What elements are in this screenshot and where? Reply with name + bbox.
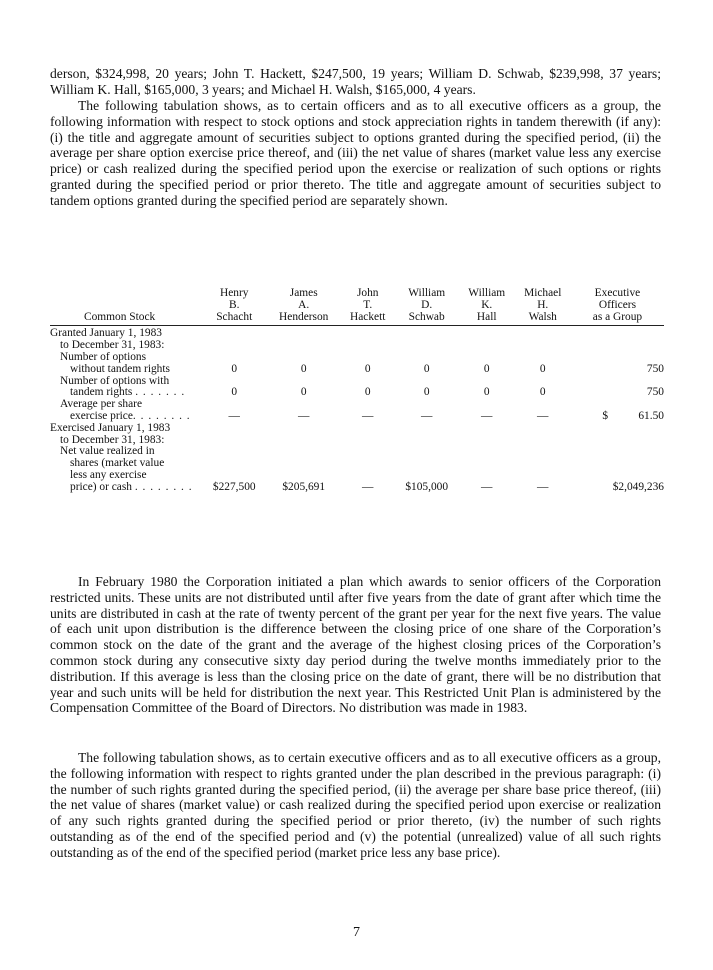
column-header-henry-schacht: Henry B. Schacht bbox=[202, 288, 266, 326]
table-cell: 0 bbox=[539, 386, 546, 399]
paragraph-officer-compensation-continued: derson, $324,998, 20 years; John T. Hackett, $247,500, 19 years; William D. Schwab, $239,998, 37 years; William K. Hall, $165,000, 3 years; and Michael H. Walsh, $165,000, 4 years. bbox=[50, 66, 661, 97]
column-header-executive-officers: Executive Officers as a Group bbox=[571, 288, 664, 326]
table-cell: 750 bbox=[646, 386, 664, 399]
column-header-james-henderson: James A. Henderson bbox=[266, 288, 341, 326]
table-cell: — bbox=[228, 409, 240, 422]
table-cell: 0 bbox=[300, 362, 307, 375]
table-cell: 0 bbox=[483, 362, 490, 375]
page-number: 7 bbox=[353, 925, 360, 940]
table-section-granted bbox=[50, 326, 664, 352]
table-cell: $ 61.50 bbox=[602, 409, 664, 422]
paragraph-stock-options-intro: The following tabulation shows, as to certain officers and as to all executive officers as a group, the following information with respect to stock options and stock appreciation rights in tandem therewith (if any): (i) the title and aggregate amount of securities subject to options granted during the specified period, (ii) the average per share option exercise price thereof, and (iii) the net value of shares (market value less any exercise price) or cash realized during the specified period upon the exercise or realization of such options or rights granted during the specified period or prior thereto. The title and aggregate amount of securities subject to tandem options granted during the specified period are separately shown. bbox=[50, 98, 661, 208]
table-cell: 0 bbox=[423, 386, 430, 399]
table-cell: $2,049,236 bbox=[612, 480, 664, 493]
table-cell: 0 bbox=[364, 362, 371, 375]
table-cell: 0 bbox=[539, 362, 546, 375]
granted-period-label-1: Granted January 1, 1983 bbox=[50, 327, 162, 340]
table-cell: 0 bbox=[423, 362, 430, 375]
table-row-average-exercise-price: Average per share exercise price. . . . . . . . — — — — — — $ 61.50 bbox=[60, 398, 664, 422]
column-header-common-stock: Common Stock bbox=[50, 288, 202, 326]
column-header-john-hackett: John T. Hackett bbox=[341, 288, 394, 326]
table-cell: — bbox=[362, 480, 374, 493]
stock-options-table bbox=[50, 288, 664, 494]
table-cell: — bbox=[481, 480, 493, 493]
table-cell: — bbox=[362, 409, 374, 422]
table-cell: 0 bbox=[483, 386, 490, 399]
exercised-period-label-2: to December 31, 1983: bbox=[60, 433, 165, 446]
granted-period-label-2: to December 31, 1983: bbox=[60, 339, 165, 352]
table-cell: 0 bbox=[364, 386, 371, 399]
table-header-row bbox=[50, 288, 664, 326]
table-section-exercised bbox=[50, 423, 664, 447]
paragraph-rights-tabulation-intro: The following tabulation shows, as to certain executive officers and as to all executive officers as a group, the following information with respect to rights granted under the plan described in the previous paragraph: (i) the number of such rights granted during the specified period, (ii) the average per share base price thereof, (iii) the net value of shares (market value) or cash realized during the specified period upon exercise or realization of any such rights granted during the specified period or prior thereto, (iv) the number of such rights outstanding as of the end of the specified period and (v) the potential (unrealized) value of all such rights outstanding as of the end of the specified period (market price less any base price). bbox=[50, 750, 661, 860]
table-cell: — bbox=[420, 409, 433, 422]
column-header-william-hall: William K. Hall bbox=[459, 288, 515, 326]
table-cell: — bbox=[537, 409, 549, 422]
table-row-options-without-tandem: Number of options without tandem rights 0 0 0 0 0 0 750 bbox=[60, 350, 664, 375]
column-header-michael-walsh: Michael H. Walsh bbox=[515, 288, 571, 326]
table-row-net-value-realized: Net value realized in shares (market value less any exercise price) or cash . . . . . . . . $227,500 $205,691 — $105,000 — — $2,049,236 bbox=[60, 445, 664, 493]
exercised-period-label-1: Exercised January 1, 1983 bbox=[50, 421, 171, 434]
table-row-options-with-tandem: Number of options with tandem rights . . . . . . . 0 0 0 0 0 0 750 bbox=[60, 374, 664, 399]
table-cell: $205,691 bbox=[282, 480, 326, 493]
paragraph-restricted-unit-plan: In February 1980 the Corporation initiated a plan which awards to senior officers of the Corporation restricted units. These units are not distributed until after five years from the date of grant after which time the units are distributed in cash at the rate of twenty percent of the grant per year for the next five years. The value of each unit upon distribution is the difference between the closing price of one share of the Corporation’s common stock on the date of the grant and the average of the highest closing prices of the Corporation’s common stock during any consecutive sixty day period during the twelve months immediately prior to the distribution. If this average is less than the closing price on the date of grant, there will be no distribution that year and such units will be held for distribution the next year. This Restricted Unit Plan is administered by the Compensation Committee of the Board of Directors. No distribution was made in 1983. bbox=[50, 574, 661, 716]
column-header-william-schwab: William D. Schwab bbox=[394, 288, 458, 326]
table-cell: $105,000 bbox=[405, 480, 449, 493]
table-cell: — bbox=[298, 409, 310, 422]
table-cell: 0 bbox=[231, 362, 238, 375]
table-cell: 0 bbox=[300, 386, 307, 399]
table-cell: 0 bbox=[231, 386, 238, 399]
table-cell: — bbox=[481, 409, 493, 422]
table-cell: — bbox=[537, 480, 549, 493]
table-cell: $227,500 bbox=[212, 480, 256, 493]
table-cell: 750 bbox=[646, 362, 664, 375]
